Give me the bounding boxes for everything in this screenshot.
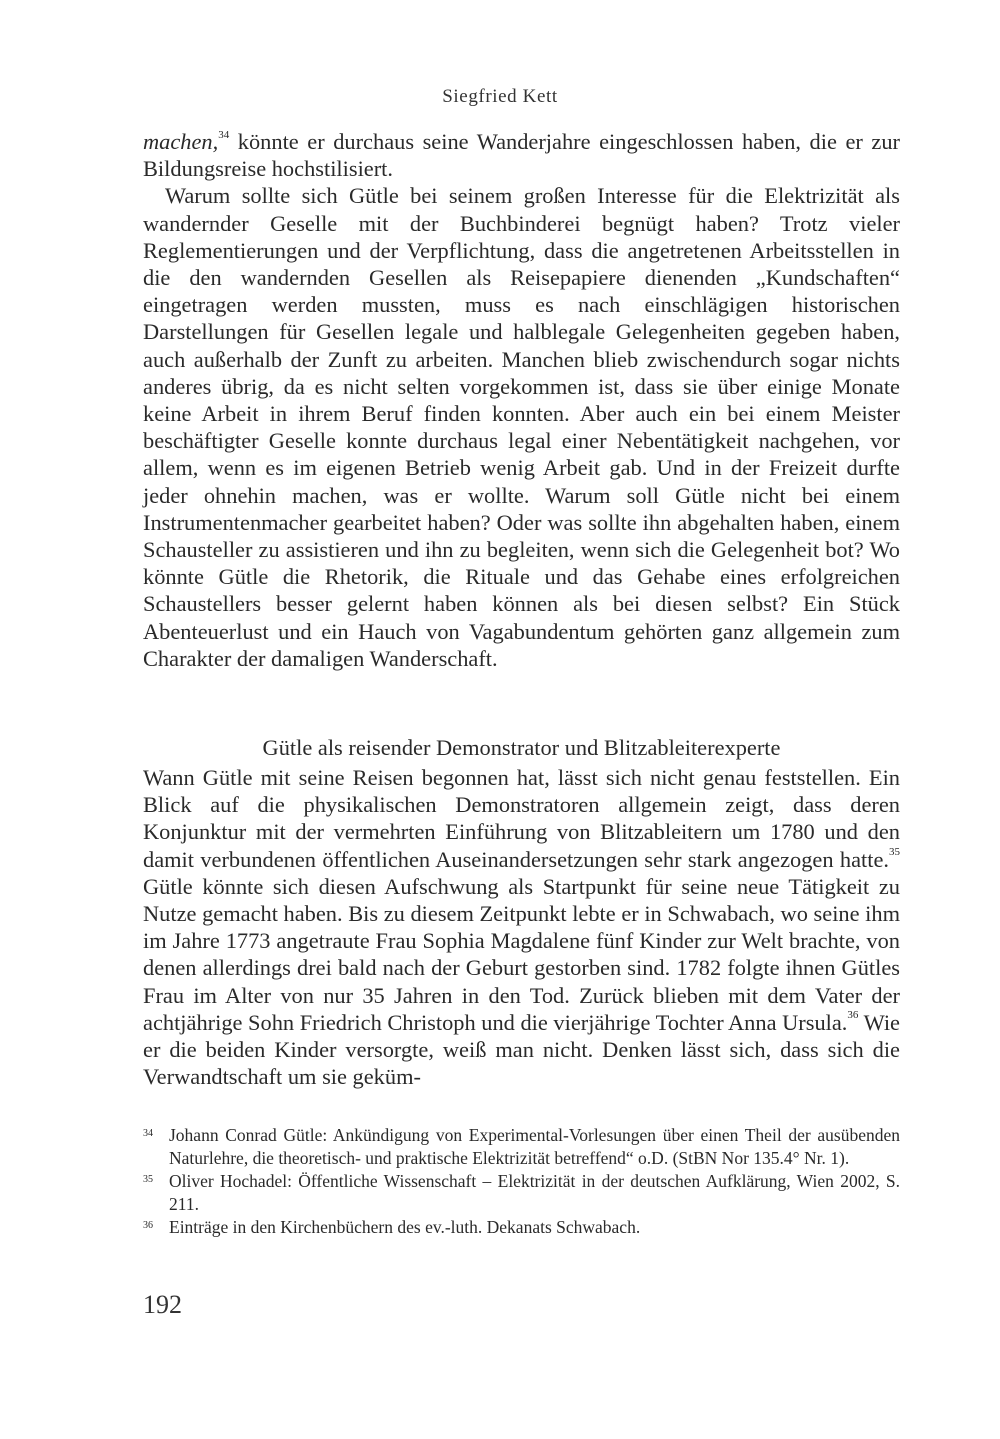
text-block-upper <box>143 128 900 672</box>
running-head: Siegfried Kett <box>442 86 558 107</box>
paragraph-1-text: könnte er durchaus seine Wanderjahre eingeschlossen haben, die er zur Bildungsreise hochstilisiert. <box>143 129 900 182</box>
footnote-text: Johann Conrad Gütle: Ankündigung von Experimental-Vorlesungen über einen Theil der ausübenden Naturlehre, die theoretisch- und praktische Elektrizität betreffend“ o.D. (StBN Nor 135.4° Nr. 1). <box>169 1125 900 1168</box>
footnote-ref-35[interactable]: 35 <box>889 846 900 859</box>
section-heading: Gütle als reisender Demonstrator und Blitzableiterexperte <box>262 735 781 760</box>
paragraph-3-part-c: Wie er die beiden Kinder versorgte, weiß man nicht. Denken lässt sich, dass sich die Verwandtschaft um sie geküm- <box>143 1009 900 1090</box>
paragraph-3-part-b: Gütle könnte sich diesen Aufschwung als Startpunkt für seine neue Tätigkeit zu Nutze gemacht haben. Bis zu diesem Zeitpunkt lebte er in Schwabach, wo seine ihm im Jahre 1773 angetraute Frau Sophia Magdalene fünf Kinder zur Welt brachte, von denen allerdings drei bald nach der Geburt gestorben sind. 1782 folgte ihnen Gütles Frau im Alter von nur 35 Jahren in den Tod. Zurück blieben mit dem Vater der achtjährige Sohn Friedrich Christoph und die vierjährige Tochter Anna Ursula. <box>143 873 900 1035</box>
paragraph-3-part-a: Wann Gütle mit seine Reisen begonnen hat, lässt sich nicht genau feststellen. Ein Blick auf die physikalischen Demonstratoren allgemein zeigt, dass deren Konjunktur mit der vermehrten Einführung von Blitzableitern um 1780 und den damit verbundenen öffentlichen Auseinandersetzungen sehr stark angezogen hatte. <box>143 765 900 872</box>
text-block-lower <box>143 764 900 1090</box>
footnote-number: 35 <box>143 1174 153 1185</box>
footnote-text: Einträge in den Kirchenbüchern des ev.-luth. Dekanats Schwabach. <box>169 1217 641 1237</box>
footnote-ref-36[interactable]: 36 <box>847 1009 859 1022</box>
paragraph-1 <box>143 128 900 182</box>
footnote-35 <box>143 1170 900 1216</box>
footnote-36 <box>143 1216 900 1239</box>
footnote-number: 34 <box>143 1128 153 1139</box>
footnote-number: 36 <box>143 1220 153 1231</box>
page-number: 192 <box>143 1290 182 1319</box>
paragraph-1-lead: machen, <box>143 129 219 154</box>
footnote-text: Oliver Hochadel: Öffentliche Wissenschaft – Elektrizität in der deutschen Aufklärung, Wien 2002, S. 211. <box>169 1171 900 1214</box>
paragraph-3 <box>143 764 900 1090</box>
paragraph-2: Warum sollte sich Gütle bei seinem großen Interesse für die Elektrizität als wandernder Geselle mit der Buchbinderei begnügt haben? Trotz vieler Reglementierungen und der Verpflichtung, dass die angetretenen Arbeitsstellen in die den wandernden Gesellen als Reisepapiere dienenden „Kundschaften“ eingetragen werden mussten, muss es nach einschlägigen historischen Darstellungen für Gesellen legale und halblegale Gelegenheiten gegeben haben, auch außerhalb der Zunft zu arbeiten. Manchen blieb zwischendurch sogar nichts anderes übrig, da es nicht selten vorgekommen ist, dass sie über einige Monate keine Arbeit in ihrem Beruf finden konnten. Aber auch ein bei einem Meister beschäftigter Geselle konnte durchaus legal einer Nebentätigkeit nachgehen, vor allem, wenn es im eigenen Betrieb wenig Arbeit gab. Und in der Freizeit durfte jeder ohnehin machen, was er wollte. Warum soll Gütle nicht bei einem Instrumentenmacher gearbeitet haben? Oder was sollte ihn abgehalten haben, einem Schausteller zu assistieren und ihn zu begleiten, wenn sich die Gelegenheit bot? Wo könnte Gütle die Rhetorik, die Rituale und das Gehabe eines erfolgreichen Schaustellers besser gelernt haben können als bei diesen selbst? Ein Stück Abenteuerlust und ein Hauch von Vagabundentum gehörten ganz allgemein zum Charakter der damaligen Wanderschaft. <box>143 183 900 671</box>
footnotes <box>143 1124 900 1239</box>
footnote-ref-34[interactable]: 34 <box>218 128 230 141</box>
footnote-34 <box>143 1124 900 1170</box>
